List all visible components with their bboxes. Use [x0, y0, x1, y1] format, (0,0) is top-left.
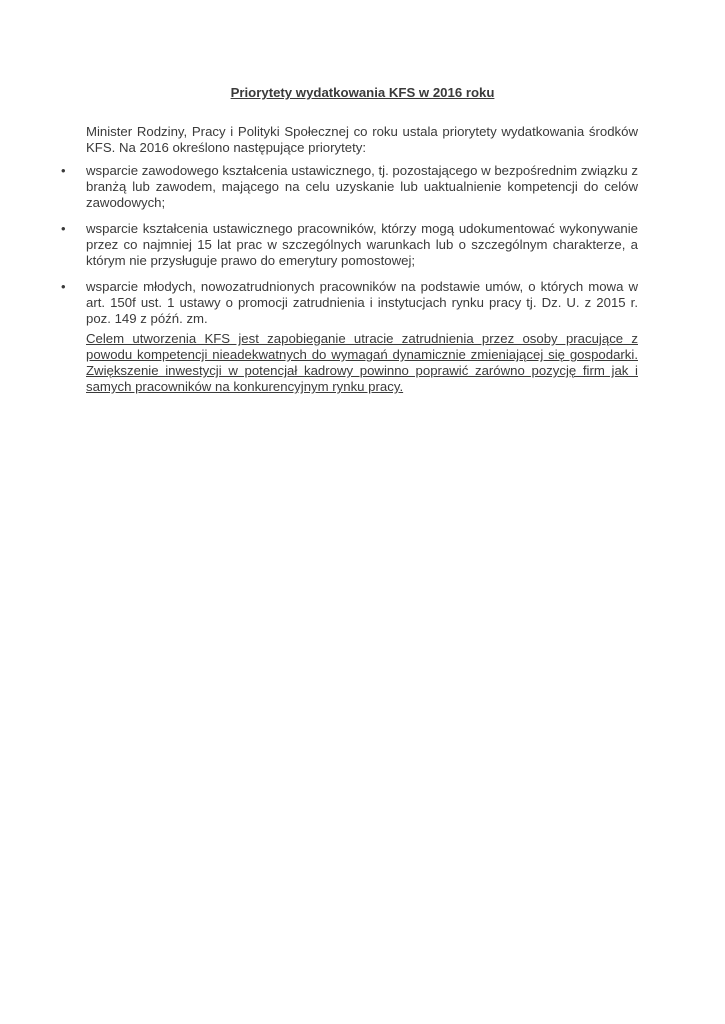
bullet-icon: • — [61, 221, 66, 236]
document-title: Priorytety wydatkowania KFS w 2016 roku — [230, 85, 495, 100]
priority-list — [61, 163, 638, 337]
priority-item-1 — [61, 163, 638, 211]
bullet-icon: • — [61, 163, 66, 178]
priority-item-3 — [61, 279, 638, 327]
closing-paragraph: Celem utworzenia KFS jest zapobieganie utracie zatrudnienia przez osoby pracujące z powodu kompetencji nieadekwatnych do wymagań dynamicznie zmieniającej się gospodarki. Zwiększenie inwestycji w potencjał kadrowy powinno poprawić zarówno pozycję firm jak i samych pracowników na konkurencyjnym rynku pracy. — [86, 331, 638, 394]
priority-text-2: wsparcie kształcenia ustawicznego pracowników, którzy mogą udokumentować wykonywanie przez co najmniej 15 lat prac w szczególnych warunkach lub o szczególnym charakterze, a którym nie przysługuje prawo do emerytury pomostowej; — [86, 221, 638, 268]
bullet-icon: • — [61, 279, 66, 294]
priority-text-1: wsparcie zawodowego kształcenia ustawicznego, tj. pozostającego w bezpośrednim związku z branżą lub zawodem, mającego na celu uzyskanie lub uaktualnienie kompetencji do celów zawodowych; — [86, 163, 638, 210]
priority-item-2 — [61, 221, 638, 269]
intro-paragraph: Minister Rodziny, Pracy i Polityki Społecznej co roku ustala priorytety wydatkowania środków KFS. Na 2016 określono następujące priorytety: — [86, 124, 638, 155]
priority-text-3: wsparcie młodych, nowozatrudnionych pracowników na podstawie umów, o których mowa w art. 150f ust. 1 ustawy o promocji zatrudnienia i instytucjach rynku pracy tj. Dz. U. z 2015 r. poz. 149 z późń. zm. — [86, 279, 638, 326]
